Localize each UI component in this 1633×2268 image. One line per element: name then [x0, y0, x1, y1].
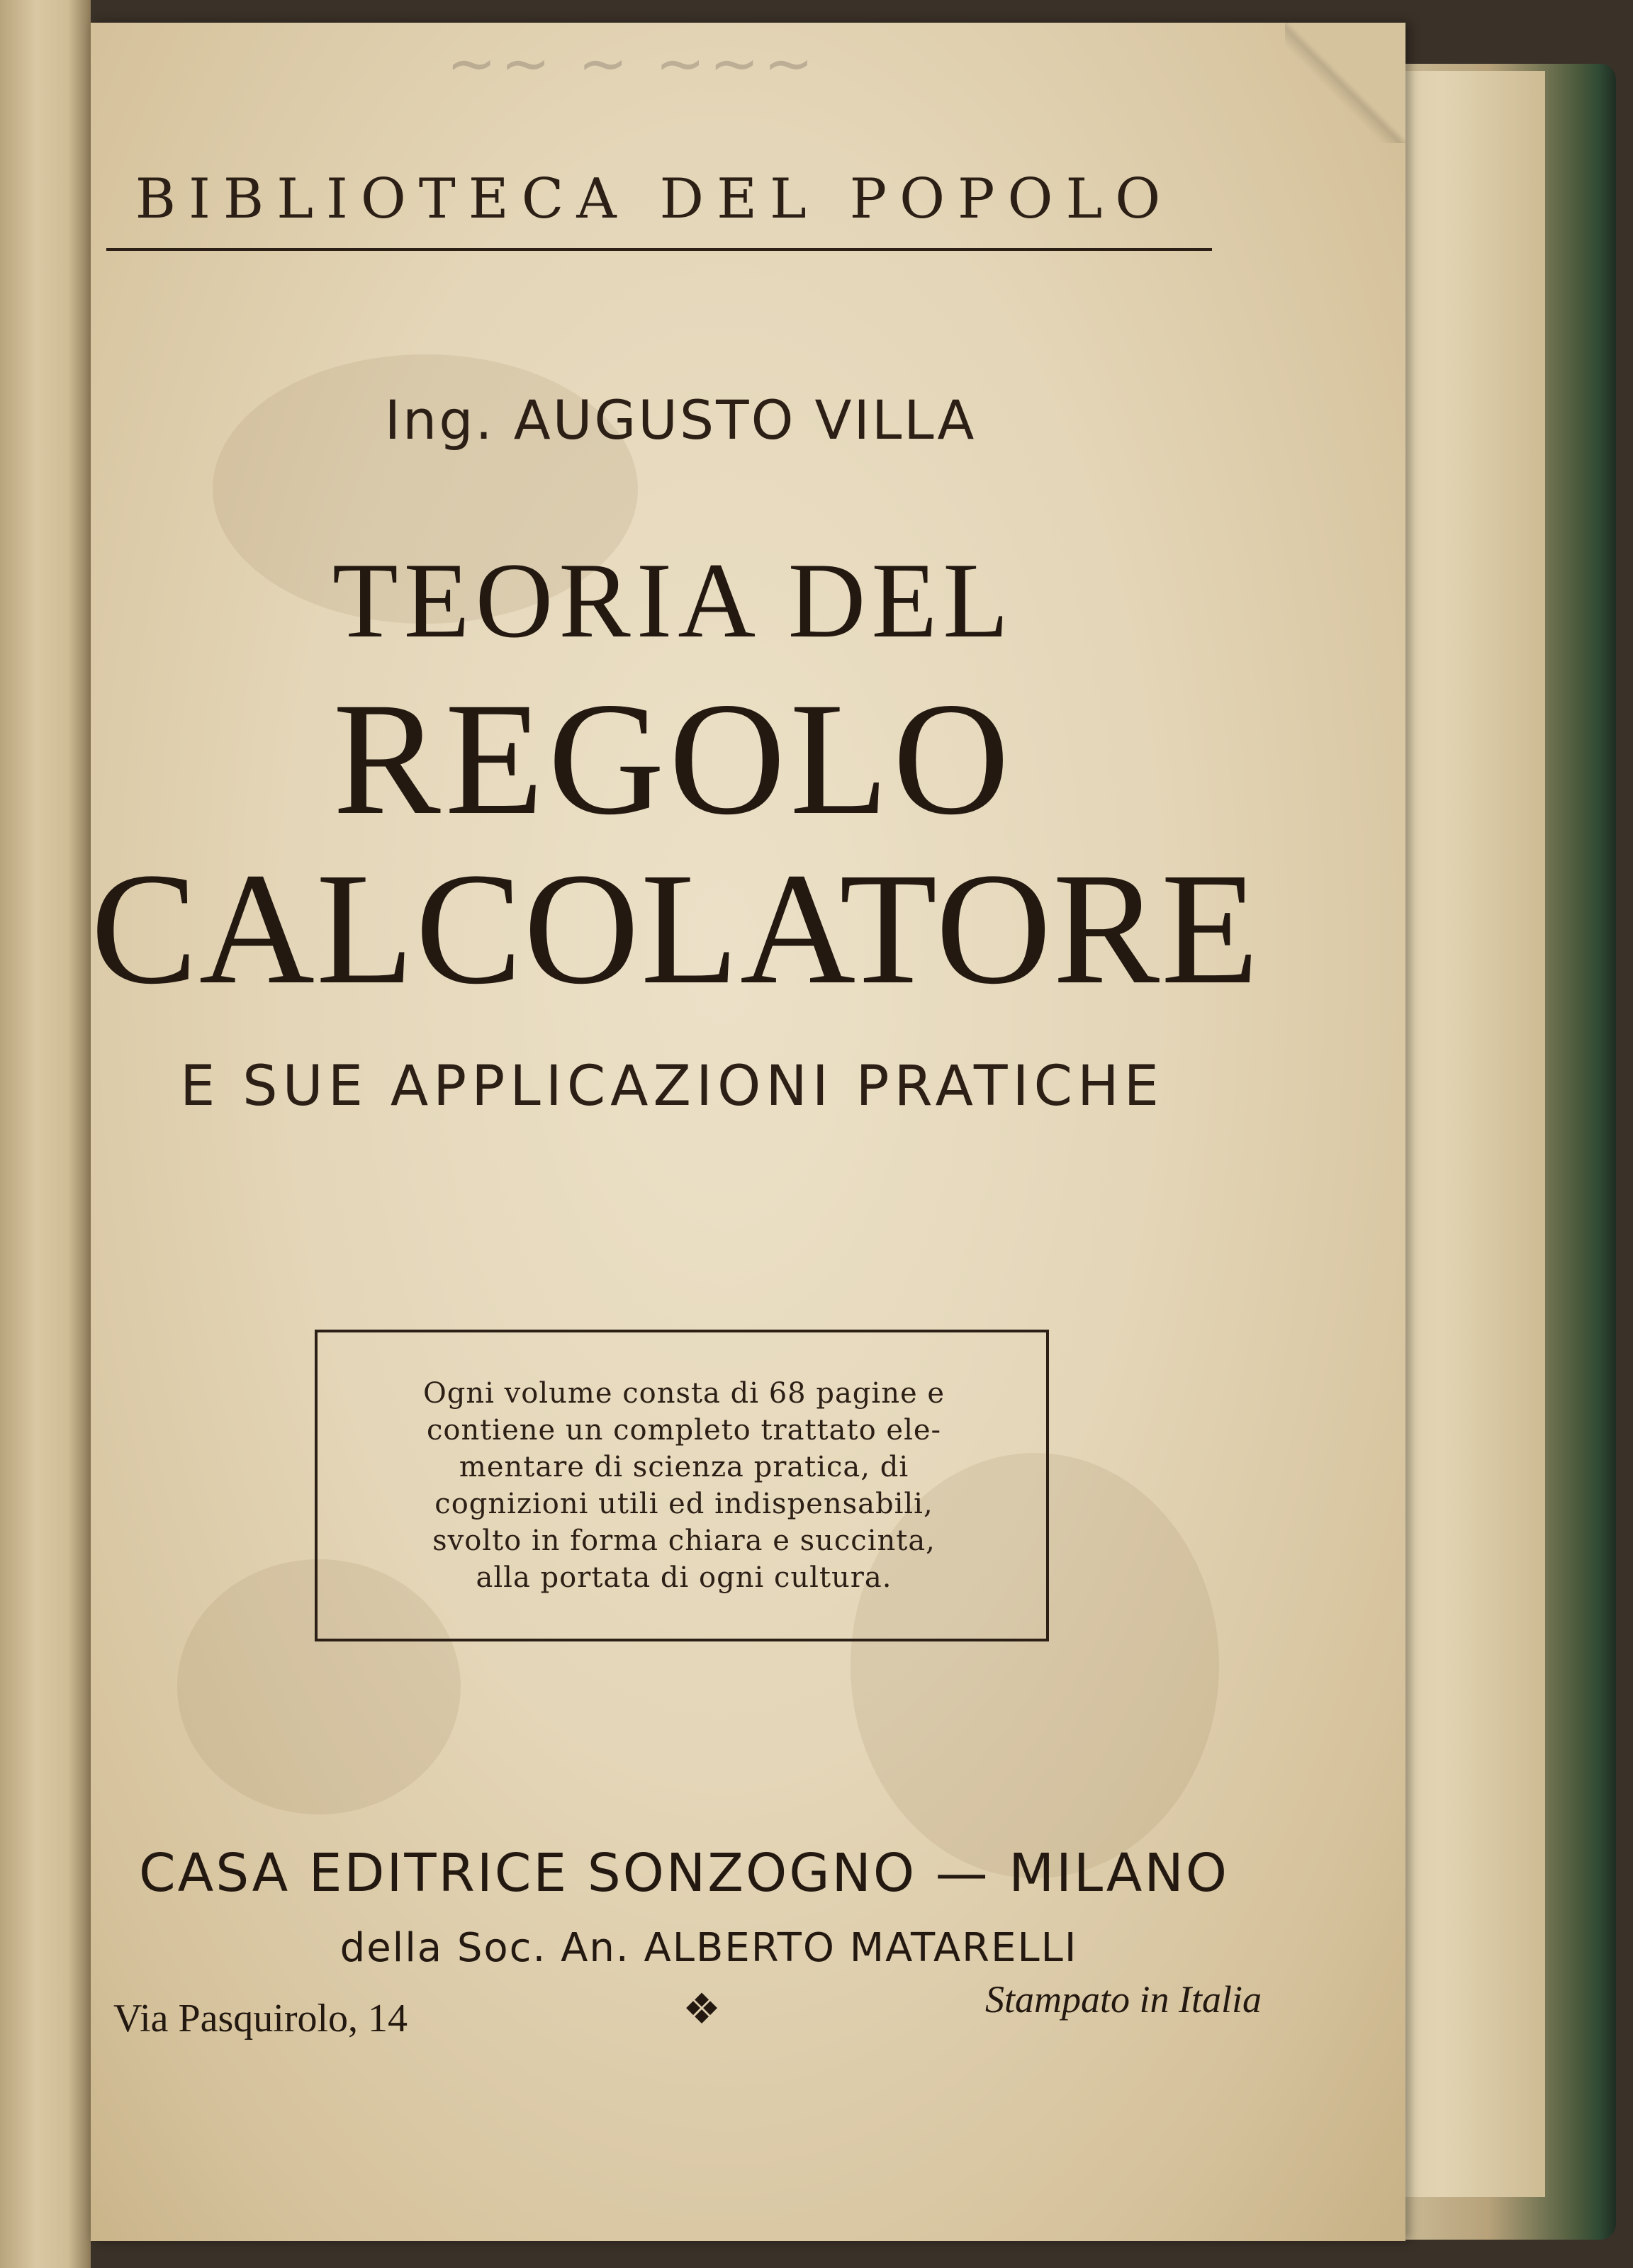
printed-in-note: Stampato in Italia: [985, 1978, 1262, 2021]
title-line-2: REGOLO: [332, 670, 1014, 848]
notice-line: contiene un completo trattato ele-: [426, 1414, 942, 1447]
notice-line: cognizioni utili ed indispensabili,: [434, 1488, 933, 1520]
title-line-3: CALCOLATORE: [91, 840, 1261, 1017]
publisher-address: Via Pasquirolo, 14: [113, 1997, 408, 2040]
title-line-1: TEORIA DEL: [332, 541, 1015, 660]
facing-page: [0, 0, 91, 2268]
author: Ing. AUGUSTO VILLA: [384, 388, 977, 451]
subtitle: E SUE APPLICAZIONI PRATICHE: [180, 1055, 1164, 1118]
notice-line: mentare di scienza pratica, di: [459, 1451, 909, 1483]
notice-line: Ogni volume consta di 68 pagine e: [422, 1377, 945, 1410]
series-rule: [106, 248, 1212, 251]
publisher: CASA EDITRICE SONZOGNO — MILANO: [138, 1843, 1230, 1904]
publisher-society: della Soc. An. ALBERTO MATARELLI: [339, 1925, 1078, 1971]
series-title: BIBLIOTECA DEL POPOLO: [135, 167, 1174, 231]
notice-text: [354, 1375, 1014, 1596]
title-page: [91, 23, 1405, 2241]
notice-line: alla portata di ogni cultura.: [476, 1561, 892, 1594]
fleuron-ornament: ❖: [683, 1984, 721, 2034]
notice-line: svolto in forma chiara e succinta,: [432, 1525, 936, 1557]
faint-handwriting: ~~ ~ ~~~: [447, 28, 818, 98]
